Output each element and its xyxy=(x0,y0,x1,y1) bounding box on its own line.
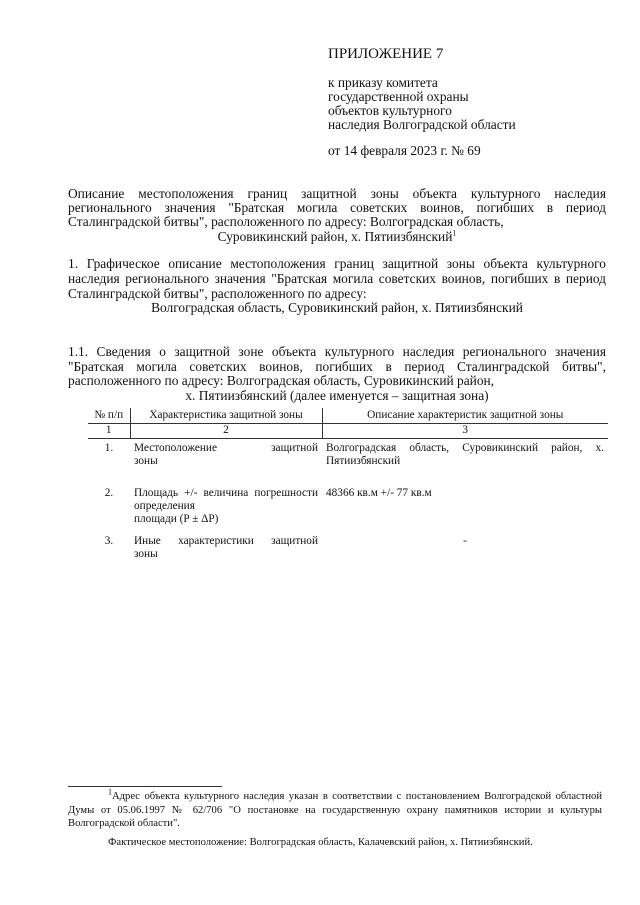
row-num: 3. xyxy=(104,534,114,547)
description-title-address: Суровикинский район, х. Пятиизбянский xyxy=(217,228,453,244)
order-ref-line: объектов культурного xyxy=(328,103,452,118)
table-row xyxy=(88,439,608,484)
row-characteristic-end: зоны xyxy=(134,455,158,467)
row-description: Волгоградская область, Суровикинский район, х. Пятиизбянский xyxy=(326,442,604,467)
column-number: 1 xyxy=(88,424,130,439)
row-description: - xyxy=(463,534,467,547)
row-characteristic xyxy=(130,532,322,562)
order-ref-line: к приказу комитета xyxy=(328,75,438,90)
column-number: 3 xyxy=(322,424,608,439)
footnotes xyxy=(68,787,602,849)
header-description: Описание характеристик защитной зоны xyxy=(322,408,608,424)
row-characteristic-text: Иные характеристики защитной xyxy=(134,534,318,547)
table-row xyxy=(88,532,608,562)
order-reference xyxy=(328,76,516,132)
header-characteristic: Характеристика защитной зоны xyxy=(130,408,322,424)
table-row xyxy=(88,484,608,532)
row-characteristic xyxy=(130,439,322,484)
description-title-last-line xyxy=(68,230,606,244)
order-ref-line: государственной охраны xyxy=(328,89,469,104)
row-characteristic-text: Местоположение защитной xyxy=(134,442,318,454)
section-1-1-text: 1.1. Сведения о защитной зоне объекта культурного наследия регионального значения "Братская могила советских воинов, погибших в период Сталинградской битвы", расположенного по адресу: Волгоградская область, Суровикинский район, xyxy=(68,344,606,388)
section-1-1-last-line: х. Пятиизбянский (далее именуется – защитная зона) xyxy=(185,387,489,403)
row-characteristic-end: зоны xyxy=(134,547,158,560)
protection-zone-table xyxy=(88,408,608,562)
description-title-text: Описание местоположения границ защитной зоны объекта культурного наследия регионального значения "Братская могила советских воинов, погибших в период Сталинградской битвы", расположенного по адресу: Волгоградская область, xyxy=(68,186,606,230)
row-characteristic xyxy=(130,484,322,532)
column-number: 2 xyxy=(130,424,322,439)
row-characteristic-text: Площадь +/- величина погрешности определения xyxy=(134,486,318,512)
footnote-1-text: Адрес объекта культурного наследия указан в соответствии с постановлением Волгоградской областной Думы от 05.06.1997 № 62/706 "О постановке на государственную охрану памятников истории и культуры Волгоградской области". xyxy=(68,791,602,830)
order-ref-line: наследия Волгоградской области xyxy=(328,117,516,132)
row-num: 2. xyxy=(104,486,114,499)
order-date: от 14 февраля 2023 г. № 69 xyxy=(328,143,481,158)
header-num: № п/п xyxy=(88,408,130,424)
row-num: 1. xyxy=(104,442,114,454)
appendix-title: ПРИЛОЖЕНИЕ 7 xyxy=(328,46,444,62)
footnote-1 xyxy=(68,787,602,831)
footnote-1-mark: 1 xyxy=(108,787,112,797)
section-1 xyxy=(68,257,606,316)
section-1-1 xyxy=(68,345,606,403)
section-1-address: Волгоградская область, Суровикинский район, х. Пятиизбянский xyxy=(151,300,523,316)
footnote-mark[interactable]: 1 xyxy=(452,228,457,238)
row-characteristic-end: площади (P ± ΔP) xyxy=(134,512,219,525)
section-1-text: 1. Графическое описание местоположения границ защитной зоны объекта культурного наследия регионального значения "Братская могила советских воинов, погибших в период Сталинградской битвы", расположенного по адресу: xyxy=(68,256,606,301)
footnote-2: Фактическое местоположение: Волгоградская область, Калачевский район, х. Пятиизбянский. xyxy=(108,836,533,848)
description-title xyxy=(68,187,606,244)
row-description: 48366 кв.м +/- 77 кв.м xyxy=(326,486,432,499)
footnote-divider xyxy=(68,786,222,787)
